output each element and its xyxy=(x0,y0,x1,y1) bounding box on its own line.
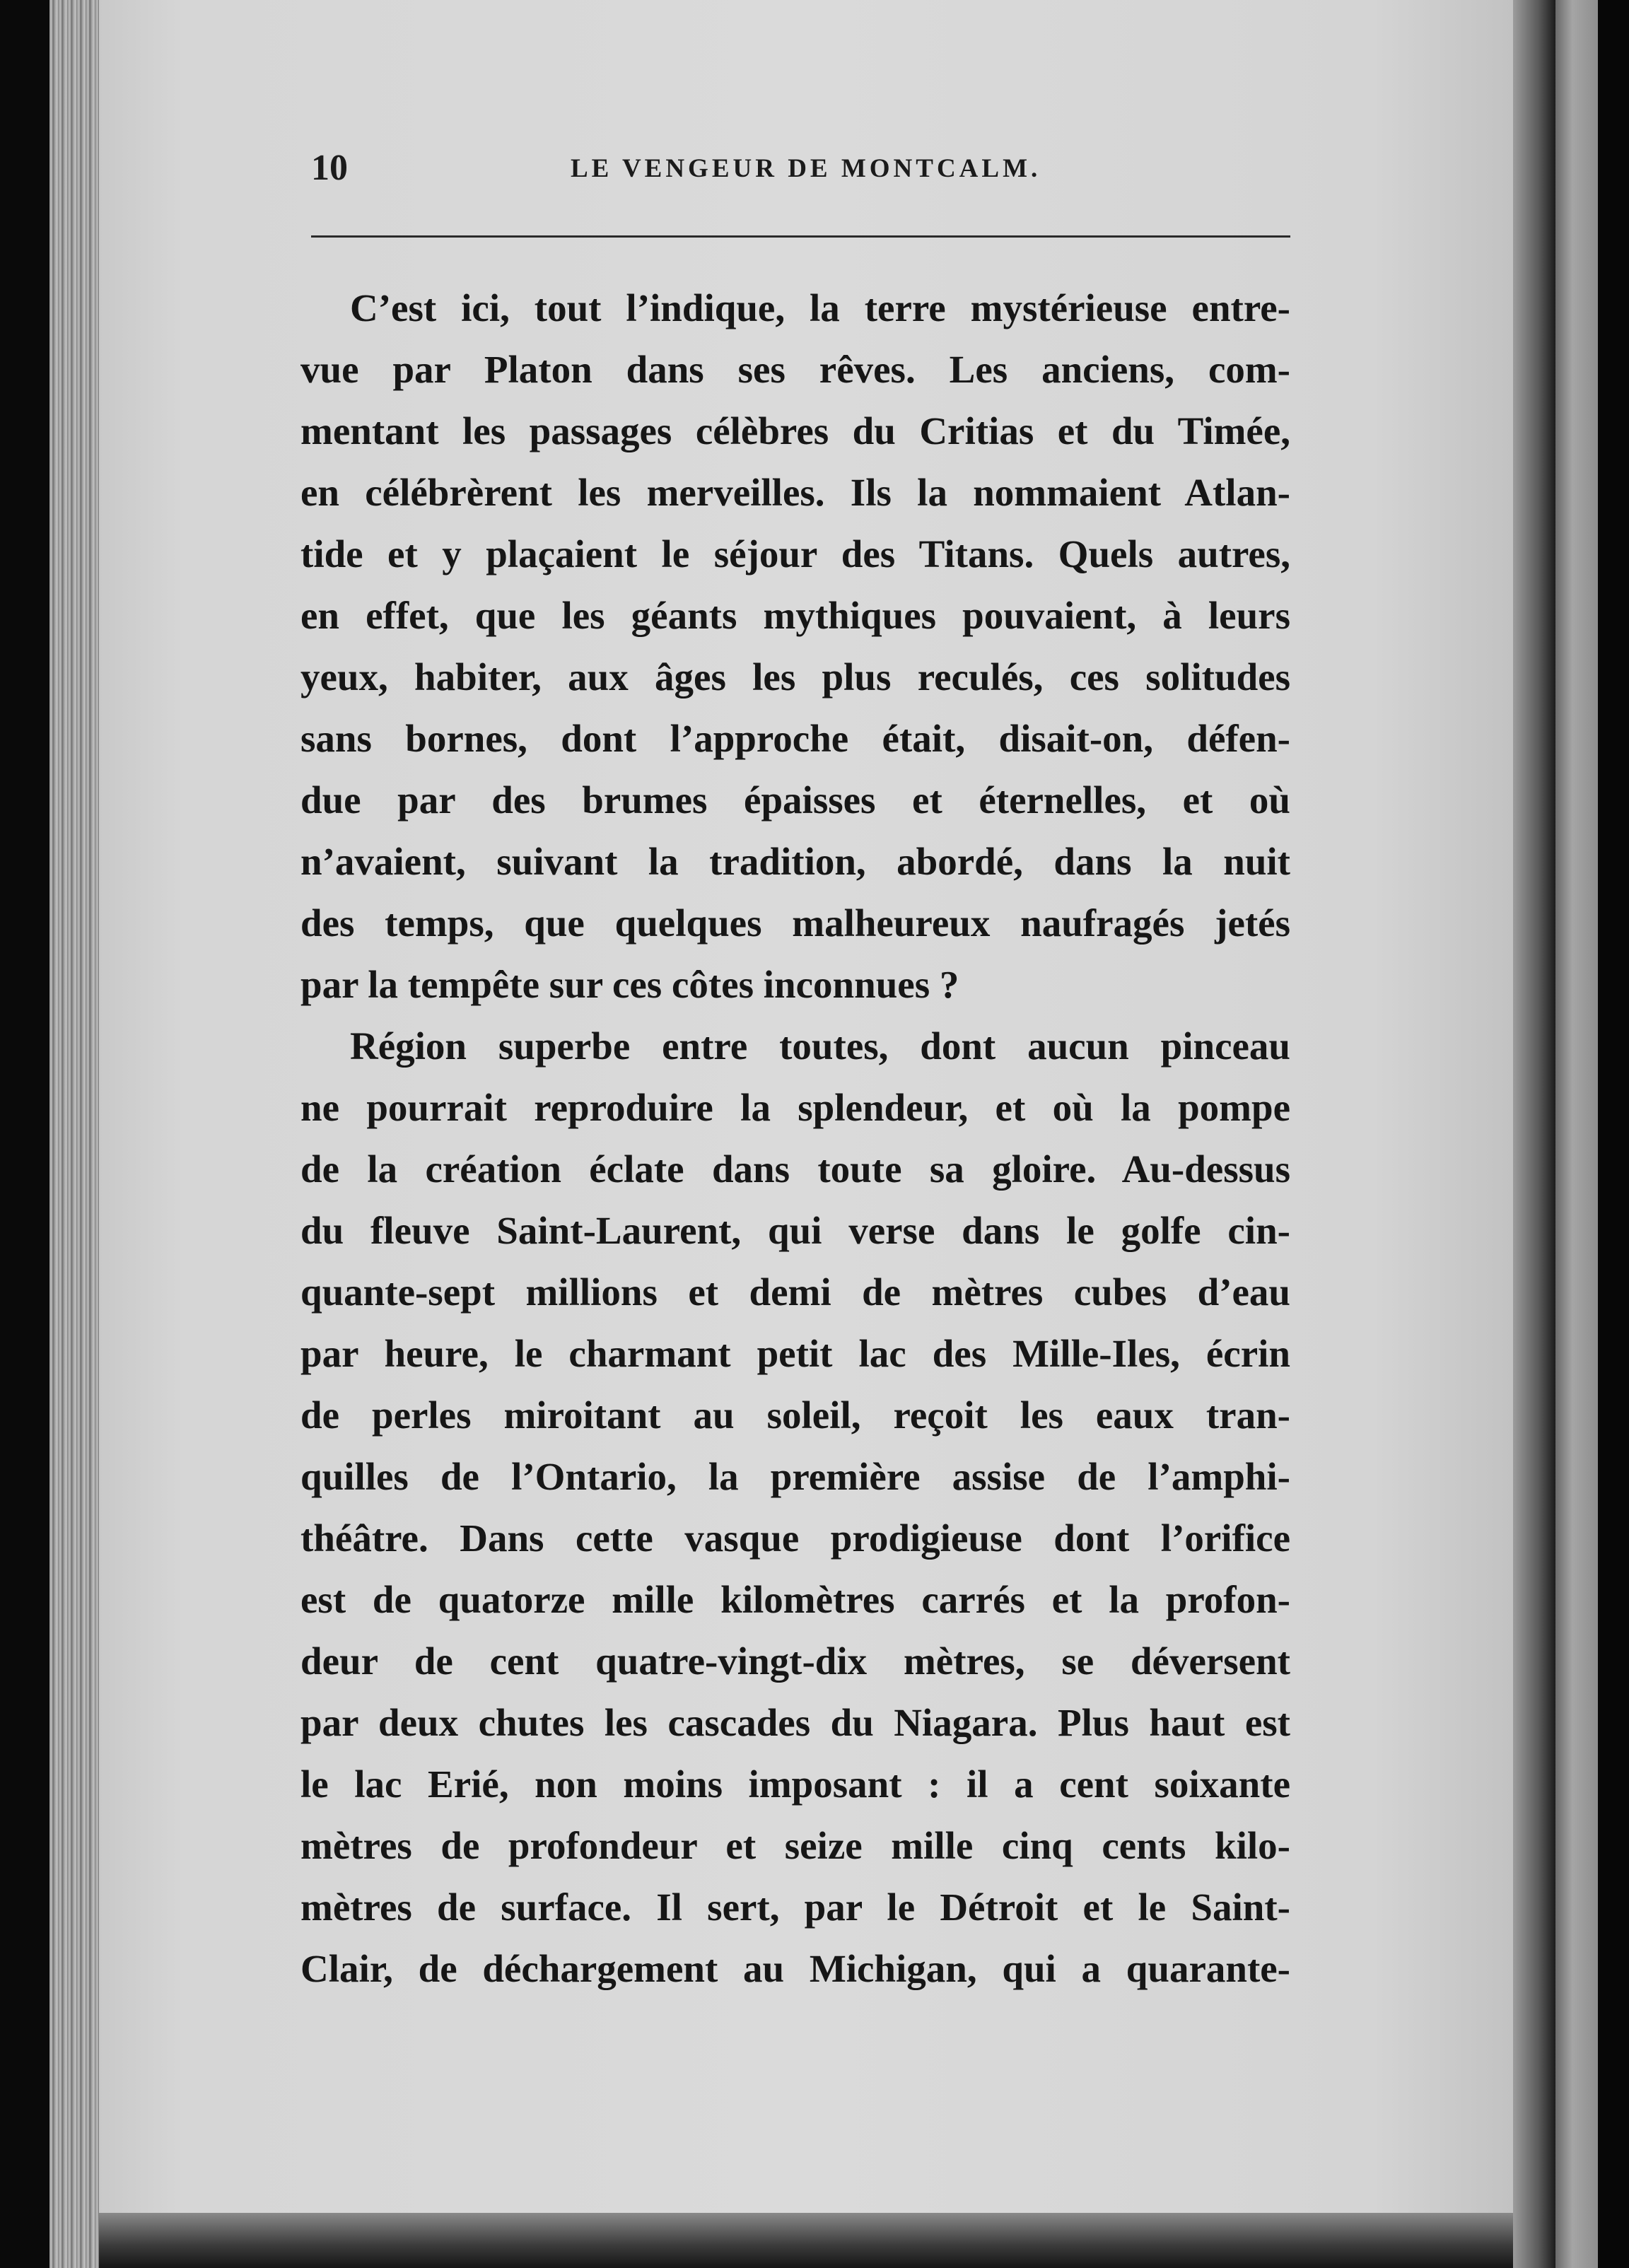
book-page-bottom-edge xyxy=(99,2213,1513,2268)
text-line: Clair, de déchargement au Michigan, qui a quarante- xyxy=(300,1947,1290,1990)
text-line: théâtre. Dans cette vasque prodigieuse dont l’orifice xyxy=(300,1516,1290,1560)
text-line: le lac Erié, non moins imposant : il a cent soixante xyxy=(300,1763,1290,1806)
text-line: n’avaient, suivant la tradition, abordé, dans la nuit xyxy=(300,840,1290,883)
text-line: sans bornes, dont l’approche était, disait-on, défen- xyxy=(300,717,1290,760)
text-line: par la tempête sur ces côtes inconnues ? xyxy=(300,963,959,1006)
running-title: LE VENGEUR DE MONTCALM. xyxy=(571,154,1041,183)
scan-right-border xyxy=(1598,0,1629,2268)
header-rule xyxy=(311,235,1290,238)
text-line: quante-sept millions et demi de mètres cubes d’eau xyxy=(300,1270,1290,1314)
text-line: ne pourrait reproduire la splendeur, et où la pompe xyxy=(300,1086,1290,1129)
text-line: quilles de l’Ontario, la première assise de l’amphi- xyxy=(300,1455,1290,1498)
text-line: par deux chutes les cascades du Niagara. Plus haut est xyxy=(300,1701,1290,1744)
scan-left-border xyxy=(0,0,49,2268)
running-head xyxy=(311,147,1287,189)
text-line: yeux, habiter, aux âges les plus reculés, ces solitudes xyxy=(300,655,1290,698)
text-line: mentant les passages célèbres du Critias et du Timée, xyxy=(300,409,1290,452)
text-line: en effet, que les géants mythiques pouvaient, à leurs xyxy=(300,594,1290,637)
text-line: Région superbe entre toutes, dont aucun pinceau xyxy=(350,1024,1290,1068)
text-line: tide et y plaçaient le séjour des Titans. Quels autres, xyxy=(300,532,1290,575)
page-number: 10 xyxy=(311,148,348,188)
text-line: est de quatorze mille kilomètres carrés et la profon- xyxy=(300,1578,1290,1621)
text-line: C’est ici, tout l’indique, la terre mystérieuse entre- xyxy=(350,286,1290,329)
text-line: du fleuve Saint-Laurent, qui verse dans le golfe cin- xyxy=(300,1209,1290,1252)
text-line: mètres de profondeur et seize mille cinq cents kilo- xyxy=(300,1824,1290,1867)
body-text xyxy=(300,277,1290,1999)
text-line: en célébrèrent les merveilles. Ils la nommaient Atlan- xyxy=(300,471,1290,514)
facing-page-edge xyxy=(1555,0,1598,2268)
book-gutter xyxy=(1513,0,1555,2268)
paragraph xyxy=(300,1015,1290,1999)
text-line: par heure, le charmant petit lac des Mille-Iles, écrin xyxy=(300,1332,1290,1375)
text-line: de perles miroitant au soleil, reçoit les eaux tran- xyxy=(300,1393,1290,1437)
text-line: des temps, que quelques malheureux naufragés jetés xyxy=(300,901,1290,945)
text-line: deur de cent quatre-vingt-dix mètres, se déversent xyxy=(300,1639,1290,1683)
text-line: due par des brumes épaisses et éternelles, et où xyxy=(300,778,1290,822)
text-line: mètres de surface. Il sert, par le Détroit et le Saint- xyxy=(300,1886,1290,1929)
book-page-edges xyxy=(49,0,99,2268)
text-line: de la création éclate dans toute sa gloire. Au-dessus xyxy=(300,1147,1290,1191)
text-line: vue par Platon dans ses rêves. Les anciens, com- xyxy=(300,348,1290,391)
paragraph xyxy=(300,277,1290,1015)
